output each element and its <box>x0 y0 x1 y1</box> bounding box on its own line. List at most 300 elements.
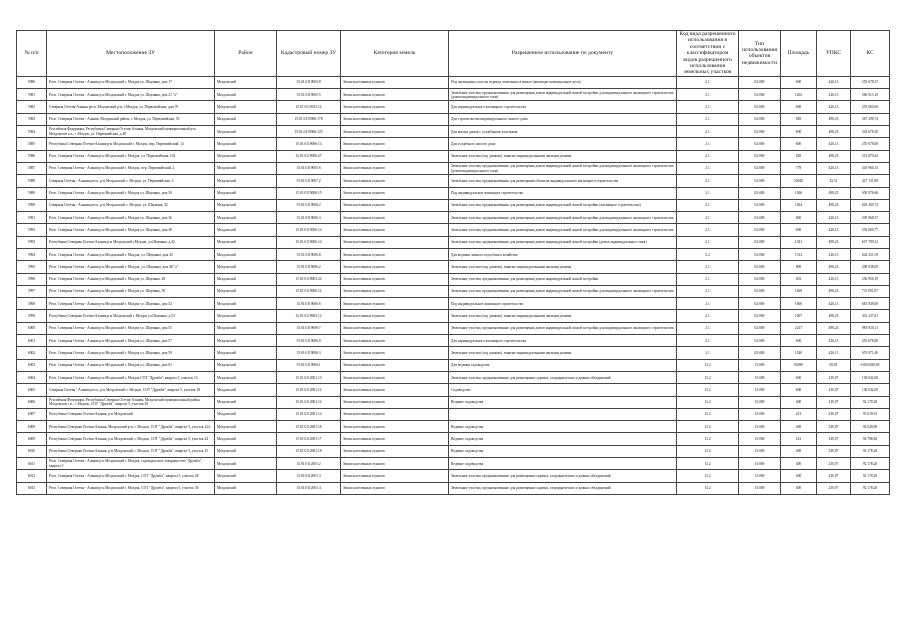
cell-location: Респ. Северная Осетия - Алания р-н Моздокский г. Моздок, ул. Шаумяна, дом 45 <box>47 249 215 261</box>
cell-cadastral: 15:01:0119006:9 <box>277 335 341 347</box>
table-row <box>17 224 890 236</box>
cell-num: 5980 <box>17 76 47 88</box>
cell-code: 02:000 <box>739 113 781 125</box>
cell-location: Республика Северная Осетия-Алания р-н Моздокский г.Моздок, ул.Шаумяна, д.42 <box>47 236 215 248</box>
header-upks: УПКС <box>817 31 851 77</box>
cell-usage: Земельные участки, предназначенные для размещения садовых, огороднических и дачных объединений <box>449 371 677 383</box>
cell-ks: 94 788,84 <box>851 433 890 445</box>
cell-location: Респ. Северная Осетия - Алания р-н Моздокский г. Моздок ул. Шаумяна, дом 55 <box>47 322 215 334</box>
cell-num: 6001 <box>17 335 47 347</box>
cell-usage: Земельные участки, предназначенные для размещения домов индивидуальной жилой застройки для индивидуального жилищного строительства (домов индивидуального типа) <box>449 162 677 174</box>
cell-ks: 255 678,37 <box>851 76 890 88</box>
cell-upks: 42,51 <box>817 175 851 187</box>
cell-group: 2.1 <box>677 76 739 88</box>
cell-group: 13.2 <box>677 470 739 482</box>
cell-region: Моздокский <box>215 421 277 433</box>
cell-code: 02:000 <box>739 236 781 248</box>
cell-location: Республика Северная Осетия-Алания р-н Моздокский г. Моздок ул.Шаумяна, д.53 <box>47 310 215 322</box>
cell-region: Моздокский <box>215 76 277 88</box>
cell-area: 1202 <box>781 89 817 101</box>
cell-cadastral: 15:01:0119006:1 <box>277 359 341 371</box>
cell-category: Земли населенных пунктов <box>341 396 449 408</box>
cell-num: 6000 <box>17 322 47 334</box>
cell-code: 02:000 <box>739 285 781 297</box>
cell-cadastral: 15:01:0119007:2 <box>277 175 341 187</box>
cell-area: 1540 <box>781 347 817 359</box>
cell-usage: Ведение садоводства <box>449 396 677 408</box>
cell-group: 2.1 <box>677 236 739 248</box>
cell-group: 2.1 <box>677 335 739 347</box>
cell-area: 412 <box>781 433 817 445</box>
table-row <box>17 76 890 88</box>
cell-code: 02:000 <box>739 175 781 187</box>
cell-num: 6003 <box>17 359 47 371</box>
cell-cadastral: 15:01:0119005:12 <box>277 310 341 322</box>
cell-area: 400 <box>781 458 817 470</box>
table-row <box>17 433 890 445</box>
cell-num: 5990 <box>17 199 47 211</box>
cell-ks: 566 013,16 <box>851 89 890 101</box>
cell-group: 2.2 <box>677 249 739 261</box>
header-usage: Разрешенное использование по документу <box>449 31 677 77</box>
cell-ks: 92 178,20 <box>851 445 890 457</box>
cell-usage: Земельные участки, предназначенные для размещения домов индивидуальной жилой застройки для индивидуального жилищного строительства <box>449 322 677 334</box>
cell-area: 828 <box>781 150 817 162</box>
table-row <box>17 470 890 482</box>
cell-upks: 498,23 <box>817 187 851 199</box>
table-row <box>17 335 890 347</box>
cell-usage: Земельные участки (под домами), занятые индивидуальными жилыми домами <box>449 310 677 322</box>
table-row <box>17 310 890 322</box>
cell-upks: 498,23 <box>817 285 851 297</box>
cell-ks: 92 178,20 <box>851 470 890 482</box>
cell-num: 6004 <box>17 371 47 383</box>
cell-code: 02:000 <box>739 76 781 88</box>
cell-cadastral: 15:01:0112001:3 <box>277 470 341 482</box>
cell-code: 02:000 <box>739 150 781 162</box>
cell-usage: Земельные участки, предназначенные для размещения домов индивидуальной жилой застройки для индивидуального жилищного строительства <box>449 224 677 236</box>
cell-code: 02:000 <box>739 126 781 138</box>
cell-num: 5989 <box>17 187 47 199</box>
cell-category: Земли населенных пунктов <box>341 408 449 420</box>
cell-region: Моздокский <box>215 150 277 162</box>
table-row <box>17 359 890 371</box>
cell-ks: 983 920,11 <box>851 322 890 334</box>
cell-usage: Для индивидуального жилищного строительства <box>449 101 677 113</box>
table-row <box>17 101 890 113</box>
cell-upks: 230,07 <box>817 458 851 470</box>
cell-area: 600 <box>781 384 817 396</box>
cell-code: 13:000 <box>739 482 781 494</box>
cell-region: Моздокский <box>215 433 277 445</box>
cell-category: Земли населенных пунктов <box>341 384 449 396</box>
cell-num: 5993 <box>17 236 47 248</box>
cell-code: 02:000 <box>739 212 781 224</box>
cell-group: 2.1 <box>677 285 739 297</box>
cell-category: Земли населенных пунктов <box>341 482 449 494</box>
cell-location: Респ. Северная Осетия - Алания р-н Моздокский г. Моздок, СОТ "Дружба", квартал 5, участок 30 <box>47 482 215 494</box>
cell-area: 600 <box>781 371 817 383</box>
cell-area: 1007 <box>781 310 817 322</box>
cell-group: 2.1 <box>677 273 739 285</box>
cell-ks: 427 131,89 <box>851 175 890 187</box>
cell-category: Земли населенных пунктов <box>341 162 449 174</box>
header-group: Код вида разрешенного использования в соответствии с классификатором видов разрешенного использования земельных участков <box>677 31 739 77</box>
cell-group: 13.2 <box>677 433 739 445</box>
cell-group: 2.1 <box>677 347 739 359</box>
cell-cadastral: 15:01:0119006:8 <box>277 249 341 261</box>
cell-category: Земли населенных пунктов <box>341 126 449 138</box>
cell-group: 2.1 <box>677 162 739 174</box>
cell-area: 400 <box>781 482 817 494</box>
cell-num: 5997 <box>17 285 47 297</box>
cell-category: Земли населенных пунктов <box>341 261 449 273</box>
cell-ks: 255 678,00 <box>851 335 890 347</box>
cell-region: Моздокский <box>215 335 277 347</box>
cell-usage: Под жилищным участок перевод земельных в жилое (жилищно-коммунальное дело) <box>449 76 677 88</box>
cell-code: 02:000 <box>739 347 781 359</box>
cell-num: 5992 <box>17 224 47 236</box>
cell-cadastral: 15:01:0119006:6 <box>277 298 341 310</box>
cell-upks: 230,07 <box>817 408 851 420</box>
cell-usage: Земельные участки, предназначенные для размещения домов индивидуальной жилой застройки (жилищное строительство) <box>449 199 677 211</box>
cell-group: 2.1 <box>677 298 739 310</box>
cell-num: 6013 <box>17 482 47 494</box>
cell-usage: Земельные участки (под домами), занятые индивидуальными жилыми домами <box>449 150 677 162</box>
cell-area: 1404 <box>781 199 817 211</box>
cell-category: Земли населенных пунктов <box>341 445 449 457</box>
cell-upks: 426,13 <box>817 101 851 113</box>
cell-ks: 92 028,00 <box>851 421 890 433</box>
cell-upks: 498,23 <box>817 113 851 125</box>
table-row <box>17 371 890 383</box>
header-code: Тип использования объектов недвижимости <box>739 31 781 77</box>
cell-num: 5994 <box>17 249 47 261</box>
cell-ks: 92 178,20 <box>851 482 890 494</box>
cell-ks: 367 298,74 <box>851 113 890 125</box>
cell-upks: 426,13 <box>817 347 851 359</box>
cell-location: Российская Федерация, Республика Северная Осетия-Алания, Моздокский муниципальный район, Моздокское г.п., г. Моздок, СОТ "Дружба", квартал 5, участок 26 <box>47 396 215 408</box>
cell-upks: 426,13 <box>817 224 851 236</box>
cell-usage: Под индивидуальное жилищное строительство <box>449 298 677 310</box>
table-row <box>17 249 890 261</box>
cell-region: Моздокский <box>215 347 277 359</box>
cell-region: Моздокский <box>215 126 277 138</box>
cell-region: Моздокский <box>215 408 277 420</box>
cell-ks: 312 879,44 <box>851 150 890 162</box>
cell-cadastral: 15:01:0119006:27 <box>277 150 341 162</box>
cell-area: 1512 <box>781 249 817 261</box>
cell-area: 1600 <box>781 298 817 310</box>
cell-ks: 92 178,20 <box>851 458 890 470</box>
cell-usage: Садоводство <box>449 384 677 396</box>
cell-area: 10040 <box>781 175 817 187</box>
cell-code: 02:000 <box>739 249 781 261</box>
cell-upks: 498,23 <box>817 199 851 211</box>
cell-cadastral: 15:01:0112001:17 <box>277 433 341 445</box>
cell-ks: 343 678,50 <box>851 126 890 138</box>
table-header-row <box>17 31 890 77</box>
cell-code: 02:000 <box>739 298 781 310</box>
header-ks: КС <box>851 31 890 77</box>
cell-location: Российская Федерация, Республика Северная Осетия-Алания, Моздокский муниципальный р-н, Моздокское г.п., г. Моздок, ул. Первомайская, д.48 <box>47 126 215 138</box>
cell-region: Моздокский <box>215 138 277 150</box>
cell-location: Респ. Северная Осетия - Алания р-н Моздокский г. Моздок ул. Шаумяна, дом 59 <box>47 347 215 359</box>
table-row <box>17 212 890 224</box>
cell-group: 2.1 <box>677 310 739 322</box>
cell-cadastral: 15:01:0119006:2 <box>277 199 341 211</box>
cell-cadastral: 15:01:0112001:4 <box>277 482 341 494</box>
cell-area: 1321 <box>781 236 817 248</box>
cell-location: Северная Осетия - Алания респ., р-н Моздокский, г. Моздок, ул. Первомайская, 3 <box>47 175 215 187</box>
cell-usage: Ведение садоводства <box>449 445 677 457</box>
cell-category: Земли населенных пунктов <box>341 236 449 248</box>
cell-upks: 498,23 <box>817 126 851 138</box>
cell-group: 2.1 <box>677 261 739 273</box>
cell-location: Респ. Северная Осетия - Алания, Моздокский район, г. Моздок, ул. Первомайская, 55 <box>47 113 215 125</box>
table-row <box>17 162 890 174</box>
land-plots-table <box>16 30 890 495</box>
cell-usage: Для индивидуального жилищного строительства <box>449 335 677 347</box>
cell-region: Моздокский <box>215 261 277 273</box>
table-row <box>17 298 890 310</box>
cell-cadastral: 15:01:0119005:24 <box>277 273 341 285</box>
table-row <box>17 126 890 138</box>
cell-cadastral: 15:01:0112001:16 <box>277 421 341 433</box>
table-row <box>17 396 890 408</box>
cell-category: Земли населенных пунктов <box>341 359 449 371</box>
cell-cadastral: 15:01:0119006:15 <box>277 187 341 199</box>
table-row <box>17 187 890 199</box>
cell-group: 2.1 <box>677 175 739 187</box>
cell-num: 6009 <box>17 433 47 445</box>
cell-region: Моздокский <box>215 175 277 187</box>
cell-area: 800 <box>781 261 817 273</box>
cell-num: 5984 <box>17 126 47 138</box>
table-row <box>17 347 890 359</box>
cell-location: Респ. Северная Осетия - Алания р-н Моздокский г. Моздок ул. Шаумяна, 50 <box>47 285 215 297</box>
table-row <box>17 138 890 150</box>
cell-group: 2.1 <box>677 187 739 199</box>
cell-code: 02:000 <box>739 322 781 334</box>
cell-usage: Ведение садоводства <box>449 421 677 433</box>
cell-cadastral: 15:01:0119006:14 <box>277 224 341 236</box>
cell-location: Респ. Северная Осетия - Алания р-н Моздокский г. Моздок, ул. Первомайская, 102 <box>47 150 215 162</box>
cell-region: Моздокский <box>215 359 277 371</box>
cell-category: Земли населенных пунктов <box>341 433 449 445</box>
cell-usage: Земельные участки, предназначенные для размещения домов индивидуальной жилой застройки (домов индивидуального типа) <box>449 236 677 248</box>
cell-location: Респ. Северная Осетия - Алания р-н Моздокский г. Моздок ул. Шаумяна, дом 21 "а" <box>47 89 215 101</box>
cell-region: Моздокский <box>215 113 277 125</box>
cell-num: 5995 <box>17 261 47 273</box>
cell-category: Земли населенных пунктов <box>341 187 449 199</box>
cell-code: 02:000 <box>739 273 781 285</box>
cell-code: 02:000 <box>739 162 781 174</box>
cell-region: Моздокский <box>215 384 277 396</box>
cell-num: 5985 <box>17 138 47 150</box>
cell-group: 2.1 <box>677 322 739 334</box>
cell-category: Земли населенных пунктов <box>341 298 449 310</box>
cell-ks: 731 891,87 <box>851 285 890 297</box>
cell-category: Земли населенных пунктов <box>341 273 449 285</box>
cell-area: 92690 <box>781 359 817 371</box>
cell-upks: 230,07 <box>817 421 851 433</box>
cell-ks: 92 178,20 <box>851 396 890 408</box>
table-row <box>17 113 890 125</box>
cell-region: Моздокский <box>215 101 277 113</box>
cell-usage: Земельные участки, предназначенные для размещения садовых, огороднических и дачных объединений <box>449 482 677 494</box>
cell-group: 13.2 <box>677 384 739 396</box>
cell-category: Земли населенных пунктов <box>341 113 449 125</box>
cell-upks: 426,13 <box>817 335 851 347</box>
cell-cadastral: 15:01:0112001:18 <box>277 445 341 457</box>
cell-location: Северная Осетия - Алания респ., р-н Моздокский, г. Моздок, СОТ "Дружба", квартал 5, участок 18 <box>47 384 215 396</box>
cell-cadastral: 15:01:0119006:7 <box>277 322 341 334</box>
cell-code: 13:000 <box>739 458 781 470</box>
cell-code: 13:000 <box>739 421 781 433</box>
cell-code: 02:000 <box>739 310 781 322</box>
cell-cadastral: 15:01:0112001:12 <box>277 384 341 396</box>
cell-group: 2.1 <box>677 224 739 236</box>
cell-cadastral: 15:01:0112001:12 <box>277 396 341 408</box>
cell-region: Моздокский <box>215 470 277 482</box>
cell-num: 5987 <box>17 162 47 174</box>
cell-usage: Земельные участки (под домами), занятые индивидуальными жилыми домами <box>449 261 677 273</box>
cell-usage: Ведение садоводства <box>449 458 677 470</box>
cell-upks: 426,13 <box>817 298 851 310</box>
cell-upks: 426,13 <box>817 89 851 101</box>
cell-location: Респ. Северная Осетия - Алания р-н Моздокский г. Моздок, СОТ "Дружба", квартал 5, участок 28 <box>47 470 215 482</box>
cell-region: Моздокский <box>215 162 277 174</box>
table-row <box>17 408 890 420</box>
cell-ks: 643 269,72 <box>851 199 890 211</box>
cell-category: Земли населенных пунктов <box>341 138 449 150</box>
table-row <box>17 482 890 494</box>
cell-region: Моздокский <box>215 249 277 261</box>
cell-location: Респ. Северная Осетия - Алания р-н Моздокский г. Моздок, садоводческое товарищество "Дружба", квартал 5 <box>47 458 215 470</box>
cell-num: 6010 <box>17 445 47 457</box>
cell-area: 400 <box>781 445 817 457</box>
cell-num: 6008 <box>17 421 47 433</box>
header-cadastral: Кадастровый номер ЗУ <box>277 31 341 77</box>
table-row <box>17 384 890 396</box>
cell-ks: 255 684,00 <box>851 101 890 113</box>
cell-location: Республика Северная Осетия-Алания р-н Моздокский г. Моздок, пер. Первомайский, 13 <box>47 138 215 150</box>
cell-code: 02:000 <box>739 187 781 199</box>
cell-group: 13.2 <box>677 421 739 433</box>
cell-category: Земли населенных пунктов <box>341 470 449 482</box>
cell-num: 5983 <box>17 113 47 125</box>
cell-ks: 298 938,00 <box>851 261 890 273</box>
cell-category: Земли населенных пунктов <box>341 335 449 347</box>
table-row <box>17 261 890 273</box>
cell-region: Моздокский <box>215 89 277 101</box>
cell-group: 13.2 <box>677 445 739 457</box>
cell-ks: 676 971,40 <box>851 347 890 359</box>
cell-cadastral: 15:01:0112001:2 <box>277 458 341 470</box>
cell-num: 5996 <box>17 273 47 285</box>
cell-upks: 498,23 <box>817 322 851 334</box>
cell-upks: 426,13 <box>817 76 851 88</box>
cell-usage: Для строительства индивидуального жилого дома <box>449 113 677 125</box>
cell-usage: Земельные участки, предназначенные для размещения домов индивидуальной жилой застройки для индивидуального жилищного строительства (домов индивидуального типа) <box>449 89 677 101</box>
cell-region: Моздокский <box>215 285 277 297</box>
cell-code: 13:000 <box>739 396 781 408</box>
cell-location: Респ. Северная Осетия - Алания р-н Моздокский г. Моздок СОТ "Дружба", квартал 5, участок 13 <box>47 371 215 383</box>
cell-location: Респ. Северная Осетия - Алания р-н Моздокский г. Моздок ул. Шаумяна, дом 17 <box>47 76 215 88</box>
table-row <box>17 150 890 162</box>
cell-area: 400 <box>781 470 817 482</box>
cell-group: 2.1 <box>677 138 739 150</box>
cell-category: Земли населенных пунктов <box>341 101 449 113</box>
cell-upks: 230,07 <box>817 396 851 408</box>
cell-location: Республика Северная Осетия-Алания, р-н Моздокский, г. Моздок, СОТ "Дружба", квартал 5, участок 24 <box>47 433 215 445</box>
cell-ks: 657 799,21 <box>851 236 890 248</box>
cell-group: 2.1 <box>677 199 739 211</box>
cell-region: Моздокский <box>215 187 277 199</box>
cell-region: Моздокский <box>215 322 277 334</box>
table-row <box>17 322 890 334</box>
cell-code: 13:000 <box>739 433 781 445</box>
cell-upks: 498,23 <box>817 310 851 322</box>
cell-category: Земли населенных пунктов <box>341 322 449 334</box>
table-row <box>17 236 890 248</box>
table-row <box>17 199 890 211</box>
cell-area: 603 <box>781 273 817 285</box>
cell-num: 5988 <box>17 175 47 187</box>
cell-code: 02:000 <box>739 335 781 347</box>
cell-location: Респ. Северная Осетия - Алания р-н Моздокский г. Моздок ул. Шаумяна, дом 57 <box>47 335 215 347</box>
cell-cadastral: 15:01:0119005:8 <box>277 76 341 88</box>
cell-ks: 441 237,81 <box>851 310 890 322</box>
cell-cadastral: 15:01:0119006:2 <box>277 261 341 273</box>
cell-ks: 292 066,77 <box>851 224 890 236</box>
cell-region: Моздокский <box>215 199 277 211</box>
cell-num: 6007 <box>17 408 47 420</box>
cell-region: Моздокский <box>215 273 277 285</box>
table-row <box>17 285 890 297</box>
cell-code: 02:000 <box>739 138 781 150</box>
cell-cadastral: 15:01:0119006:125 <box>277 126 341 138</box>
cell-num: 6012 <box>17 470 47 482</box>
cell-cadastral: 15:01:0119011:12 <box>277 101 341 113</box>
cell-location: Северная Осетия - Алания респ., р-н Моздокский, г. Моздок, ул. Шаумяна, 32 <box>47 199 215 211</box>
cell-region: Моздокский <box>215 298 277 310</box>
cell-location: Респ. Северная Осетия - Алания р-н Моздокский г. Моздок ул. Шаумяна, 49 <box>47 273 215 285</box>
cell-region: Моздокский <box>215 458 277 470</box>
cell-upks: 426,13 <box>817 212 851 224</box>
cell-area: 778 <box>781 162 817 174</box>
cell-cadastral: 15:01:0112001:13 <box>277 371 341 383</box>
cell-ks: 255 678,00 <box>851 138 890 150</box>
header-category: Категория земель <box>341 31 449 77</box>
cell-cadastral: 15:01:0119006:3 <box>277 347 341 359</box>
table-row <box>17 273 890 285</box>
cell-region: Моздокский <box>215 310 277 322</box>
cell-group: 13.2 <box>677 482 739 494</box>
cell-ks: 138 042,00 <box>851 371 890 383</box>
cell-cadastral: 15:01:0112001:14 <box>277 408 341 420</box>
cell-area: 600 <box>781 138 817 150</box>
cell-num: 5982 <box>17 101 47 113</box>
cell-num: 6006 <box>17 396 47 408</box>
cell-category: Земли населенных пунктов <box>341 212 449 224</box>
cell-location: Респ. Северная Осетия - Алания р-н Моздокский г. Моздок, ул. Шаумяна, дом 48 "а" <box>47 261 215 273</box>
cell-ks: 6 084 688,00 <box>851 359 890 371</box>
cell-area: 690 <box>781 126 817 138</box>
cell-upks: 230,07 <box>817 445 851 457</box>
cell-region: Моздокский <box>215 396 277 408</box>
